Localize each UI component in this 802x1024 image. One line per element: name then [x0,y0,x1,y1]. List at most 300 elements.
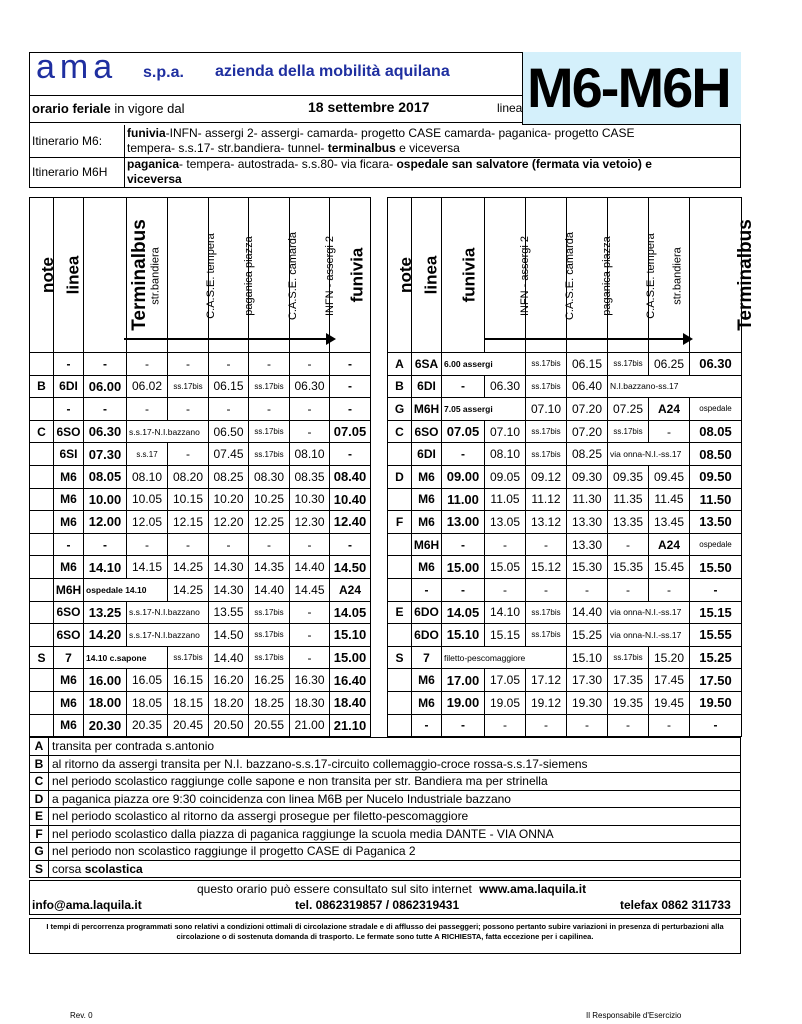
left-header-2 [84,198,150,353]
left-cell: 18.30 [290,691,330,714]
right-cell: ss.17bis [608,646,649,669]
left-header-label: C.A.S.E. camarda [287,231,300,321]
right-cell: 09.12 [526,465,567,488]
footer-consult [197,882,586,896]
right-cell [388,556,412,579]
right-cell: 11.30 [567,488,608,511]
right-cell [388,714,412,737]
left-cell: 08.35 [290,465,330,488]
note-text-body: nel periodo scolastico dalla piazza di paganica raggiunge la scuola media DANTE - VIA ONNA [52,826,554,841]
right-table-row [388,578,742,601]
left-cell: 6SI [54,443,84,466]
right-cell: 15.00 [442,556,485,579]
left-cell: - [249,533,290,556]
ama-logo: ama [36,48,118,86]
right-header-2 [442,198,485,353]
left-cell: S [30,646,54,669]
right-cell: 19.12 [526,691,567,714]
left-cell: ss.17bis [249,646,290,669]
right-cell: - [567,714,608,737]
left-cell: 14.05 [330,601,371,624]
left-cell: 15.00 [330,646,371,669]
left-cell: M6 [54,691,84,714]
left-table-row [30,646,371,669]
right-cell: N.I.bazzano-ss.17 [608,375,742,398]
left-cell: - [330,398,371,421]
note-row [30,790,741,808]
left-cell: 07.30 [84,443,127,466]
right-cell: 11.35 [608,488,649,511]
itinerary-m6h-ospedale: ospedale san salvatore (fermata via vetoio) e [396,157,652,171]
left-cell: 06.30 [84,420,127,443]
right-cell: M6 [412,669,442,692]
left-cell: s.s.17 [127,443,168,466]
left-table-row [30,624,371,647]
left-cell: ss.17bis [168,646,209,669]
right-header-3 [485,198,532,353]
right-cell: 07.10 [485,420,526,443]
right-header-label: INFN - assergi 2 [519,235,532,317]
left-cell: s.s.17-N.I.bazzano [127,420,209,443]
right-header-4 [526,198,577,353]
left-cell [30,556,54,579]
right-cell: ss.17bis [526,375,567,398]
right-table-row [388,353,742,376]
right-cell: - [690,714,742,737]
note-text-body: a paganica piazza ore 9:30 coincidenza con linea M6B per Nucelo Industriale bazzano [52,791,511,806]
right-cell: ss.17bis [526,420,567,443]
schedule-label [32,101,185,116]
right-cell: - [485,533,526,556]
left-cell: 14.50 [330,556,371,579]
right-header-label: funivia [459,247,479,303]
left-cell: 12.00 [84,511,127,534]
right-header-1 [412,198,442,353]
left-cell [30,488,54,511]
left-cell: ss.17bis [249,624,290,647]
right-cell: 08.10 [485,443,526,466]
left-cell: 18.25 [249,691,290,714]
left-cell: - [84,398,127,421]
right-cell: 15.30 [567,556,608,579]
right-cell: 19.05 [485,691,526,714]
left-cell: 20.30 [84,714,127,737]
right-cell: 13.45 [649,511,690,534]
note-text [49,790,741,808]
right-cell: M6 [412,488,442,511]
right-cell: 14.05 [442,601,485,624]
right-table-row [388,443,742,466]
left-cell: 20.50 [209,714,249,737]
right-cell: 7.05 assergi [442,398,526,421]
left-cell: 14.20 [84,624,127,647]
right-cell: - [649,578,690,601]
left-cell: 14.40 [249,578,290,601]
right-cell: A24 [649,533,690,556]
left-cell: - [127,398,168,421]
note-key: D [30,790,49,808]
right-cell: D [388,465,412,488]
right-cell: 19.30 [567,691,608,714]
left-cell: 16.20 [209,669,249,692]
left-cell: 20.45 [168,714,209,737]
line-label: linea [497,101,523,115]
left-cell: - [249,398,290,421]
right-cell: - [485,714,526,737]
right-cell: 6DI [412,443,442,466]
note-row [30,808,741,826]
email-link[interactable]: info@ama.laquila.it [32,898,142,912]
company-name: azienda della mobilità aquilana [215,63,450,80]
right-cell: 6DO [412,624,442,647]
left-table-row [30,556,371,579]
right-header-6 [608,198,657,353]
right-table-row [388,511,742,534]
right-cell: B [388,375,412,398]
right-cell: 06.15 [567,353,608,376]
right-cell: - [608,533,649,556]
left-cell: - [168,398,209,421]
note-text-body: transita per contrada s.antonio [52,739,215,754]
right-cell: 06.30 [690,353,742,376]
right-table-row [388,420,742,443]
right-cell [388,533,412,556]
right-cell: - [442,375,485,398]
itinerary-m6h-paganica: paganica [127,157,180,171]
note-text [49,843,741,861]
right-cell: 15.05 [485,556,526,579]
left-table-row [30,465,371,488]
right-cell: 15.55 [690,624,742,647]
right-cell: 08.50 [690,443,742,466]
left-cell: - [290,533,330,556]
right-cell: 08.25 [567,443,608,466]
left-cell: 16.30 [290,669,330,692]
right-cell: 14.40 [567,601,608,624]
left-cell: 06.00 [84,375,127,398]
schedule-label-bold: orario feriale [32,101,111,116]
left-cell: - [84,533,127,556]
left-cell: 12.25 [249,511,290,534]
schedule-date: 18 settembre 2017 [308,99,430,115]
left-cell: 06.02 [127,375,168,398]
left-header-label: linea [63,255,83,295]
right-cell: - [649,714,690,737]
consult-text: questo orario può essere consultato sul sito internet [197,882,472,896]
left-cell: 18.05 [127,691,168,714]
right-cell: - [526,578,567,601]
left-cell: 08.40 [330,465,371,488]
left-cell: - [330,533,371,556]
right-table-row [388,691,742,714]
right-cell: M6 [412,465,442,488]
disclaimer [31,922,739,942]
right-cell: via onna-N.I.-ss.17 [608,443,690,466]
left-cell [30,578,54,601]
right-cell: 17.30 [567,669,608,692]
responsible: Il Responsabile d'Esercizio [586,1011,682,1020]
left-cell: 16.15 [168,669,209,692]
right-table-row [388,398,742,421]
left-cell: - [330,353,371,376]
right-cell: 06.25 [649,353,690,376]
left-cell: 6SO [54,420,84,443]
left-cell: 10.30 [290,488,330,511]
left-cell: s.s.17-N.I.bazzano [127,601,209,624]
left-cell: 16.25 [249,669,290,692]
left-cell: 12.30 [290,511,330,534]
left-cell: 07.45 [209,443,249,466]
note-text-bold: scolastica [84,861,143,876]
left-cell: 06.15 [209,375,249,398]
left-cell: 14.30 [209,556,249,579]
right-cell [388,443,412,466]
right-cell: 15.50 [690,556,742,579]
left-cell: A24 [330,578,371,601]
left-cell: M6 [54,556,84,579]
left-cell: 14.25 [168,556,209,579]
itinerary-m6-l2: tempera- s.s.17- str.bandiera- tunnel- [127,141,328,155]
left-cell: 10.25 [249,488,290,511]
website-link[interactable]: www.ama.laquila.it [479,882,587,896]
note-row [30,773,741,791]
left-cell: - [330,375,371,398]
right-cell: 15.25 [567,624,608,647]
right-cell: S [388,646,412,669]
left-header-label: INFN - assergi 2 [324,235,337,317]
note-key: B [30,755,49,773]
right-cell [388,691,412,714]
left-cell: ss.17bis [249,420,290,443]
right-cell: 19.45 [649,691,690,714]
left-table-row [30,691,371,714]
left-cell: 06.50 [209,420,249,443]
right-cell: 19.35 [608,691,649,714]
disclaimer-line-1: I tempi di percorrenza programmati sono relativi a condizioni ottimali di circolazione stradale e di afflusso dei passeggeri; possono pertanto subire variazioni in presenza di perturbazioni alla [46,922,724,931]
right-cell: 15.10 [567,646,608,669]
right-cell: 15.25 [690,646,742,669]
left-cell: 08.30 [249,465,290,488]
right-cell: 6DI [412,375,442,398]
left-cell: 7 [54,646,84,669]
right-cell: 17.12 [526,669,567,692]
right-cell: ss.17bis [608,420,649,443]
left-cell: 14.10 c.sapone [84,646,168,669]
left-cell: ss.17bis [249,375,290,398]
return-arrow-head [683,333,693,345]
right-cell: 11.50 [690,488,742,511]
revision: Rev. 0 [70,1011,93,1020]
itinerary-m6-terminalbus: terminalbus [327,141,396,155]
left-table-row [30,511,371,534]
note-text-body: nel periodo scolastico al ritorno da assergi prosegue per filetto-pescomaggiore [52,809,469,824]
right-cell: - [608,714,649,737]
right-header-label: C.A.S.E. camarda [564,231,577,321]
note-key: E [30,808,49,826]
right-cell: 09.35 [608,465,649,488]
right-cell: ss.17bis [526,353,567,376]
left-header-0 [30,198,57,353]
left-cell: 14.15 [127,556,168,579]
left-cell: 18.00 [84,691,127,714]
left-header-label: funivia [347,247,367,303]
left-cell: B [30,375,54,398]
left-cell [30,691,54,714]
right-cell: E [388,601,412,624]
right-cell: filetto-pescomaggiore [442,646,567,669]
right-cell: 15.12 [526,556,567,579]
right-cell: 13.12 [526,511,567,534]
left-cell: M6 [54,714,84,737]
notes-legend [29,737,741,878]
note-text [49,755,741,773]
right-header-0 [388,198,415,353]
spa-label: s.p.a. [143,64,184,81]
outbound-arrow [124,338,330,340]
phone-numbers: tel. 0862319857 / 0862319431 [295,898,460,912]
right-cell: 07.25 [608,398,649,421]
left-cell: - [54,353,84,376]
note-text [49,773,741,791]
right-cell: 17.00 [442,669,485,692]
right-cell: M6 [412,556,442,579]
right-cell: 19.00 [442,691,485,714]
right-cell: 07.20 [567,420,608,443]
right-cell: 17.50 [690,669,742,692]
left-cell [30,465,54,488]
left-cell: 10.05 [127,488,168,511]
left-header-label: C.A.S.E. tempera [204,233,217,319]
right-table-row [388,375,742,398]
left-cell: 08.05 [84,465,127,488]
right-cell: - [526,533,567,556]
left-cell: ss.17bis [168,375,209,398]
right-cell: - [442,533,485,556]
right-cell: 07.20 [567,398,608,421]
left-cell: M6H [54,578,84,601]
right-cell: 7 [412,646,442,669]
right-cell: - [412,714,442,737]
right-cell: via onna-N.I.-ss.17 [608,624,690,647]
left-cell: 16.00 [84,669,127,692]
left-cell: - [290,624,330,647]
left-cell: 08.20 [168,465,209,488]
right-cell: 11.00 [442,488,485,511]
left-header-1 [54,198,84,353]
left-cell: 08.10 [290,443,330,466]
right-cell: M6 [412,691,442,714]
itinerary-m6h-l1: - tempera- autostrada- s.s.80- via ficara- [179,157,397,171]
left-cell: 13.25 [84,601,127,624]
note-text-body: corsa [52,861,85,876]
left-cell: - [54,533,84,556]
left-cell: - [330,443,371,466]
right-cell: 6DO [412,601,442,624]
left-header-label: Terminalbus [128,219,150,331]
right-cell: G [388,398,412,421]
outbound-header-row [30,198,371,353]
left-cell: - [168,443,209,466]
itinerary-m6-l1: -INFN- assergi 2- assergi- camarda- progetto CASE camarda- paganica- progetto CASE [165,126,635,140]
right-cell: - [442,578,485,601]
right-cell: ss.17bis [526,443,567,466]
left-cell: 07.05 [330,420,371,443]
right-cell: M6H [412,398,442,421]
left-cell [30,601,54,624]
left-cell: 12.40 [330,511,371,534]
right-cell: 6SA [412,353,442,376]
note-key: S [30,860,49,878]
right-cell: 17.35 [608,669,649,692]
left-cell: - [249,353,290,376]
left-cell: 6DI [54,375,84,398]
right-cell: 06.40 [567,375,608,398]
timetable-return [387,197,756,737]
timetable-outbound [29,197,371,737]
left-cell [30,398,54,421]
right-table-row [388,669,742,692]
return-header-row [388,198,742,353]
right-header-label: str.bandiera [671,247,684,305]
right-header-label: note [395,257,415,293]
left-table-row [30,601,371,624]
right-table-row [388,646,742,669]
right-cell: C [388,420,412,443]
note-row [30,825,741,843]
right-cell: 6SO [412,420,442,443]
left-cell [30,669,54,692]
left-cell: 18.40 [330,691,371,714]
itinerary-m6h-text [127,157,652,187]
left-cell: - [209,533,249,556]
itinerary-m6-label: Itinerario M6: [32,134,103,148]
left-cell: 20.35 [127,714,168,737]
disclaimer-line-2: circolazione o di sostenuta domanda di trasporto. Le fermate sono tutte A RICHIESTA, fatta eccezione per i capilinea. [176,932,594,941]
right-header-label: linea [421,255,441,295]
itinerary-m6-l2-end: e viceversa [395,141,460,155]
right-cell [388,488,412,511]
right-cell: 19.50 [690,691,742,714]
left-cell: 14.35 [249,556,290,579]
right-cell: F [388,511,412,534]
right-cell: ospedale [690,533,742,556]
left-cell: 14.40 [209,646,249,669]
left-cell: 08.10 [127,465,168,488]
left-cell: - [168,533,209,556]
note-key: F [30,825,49,843]
itinerary-m6-text [127,126,635,156]
left-cell: 06.30 [290,375,330,398]
right-table-row [388,533,742,556]
right-table-row [388,465,742,488]
note-text [49,738,741,756]
left-cell: 14.50 [209,624,249,647]
right-table-row [388,556,742,579]
right-cell: 17.05 [485,669,526,692]
right-cell: 09.45 [649,465,690,488]
left-cell: 13.55 [209,601,249,624]
left-cell: - [290,398,330,421]
note-text-body: nel periodo non scolastico raggiunge il progetto CASE di Paganica 2 [52,844,416,859]
left-cell: - [127,353,168,376]
left-cell: - [209,353,249,376]
right-cell: - [442,443,485,466]
left-cell: M6 [54,669,84,692]
right-cell: - [649,420,690,443]
right-cell: 6.00 assergi [442,353,526,376]
right-table-row [388,488,742,511]
note-row [30,755,741,773]
